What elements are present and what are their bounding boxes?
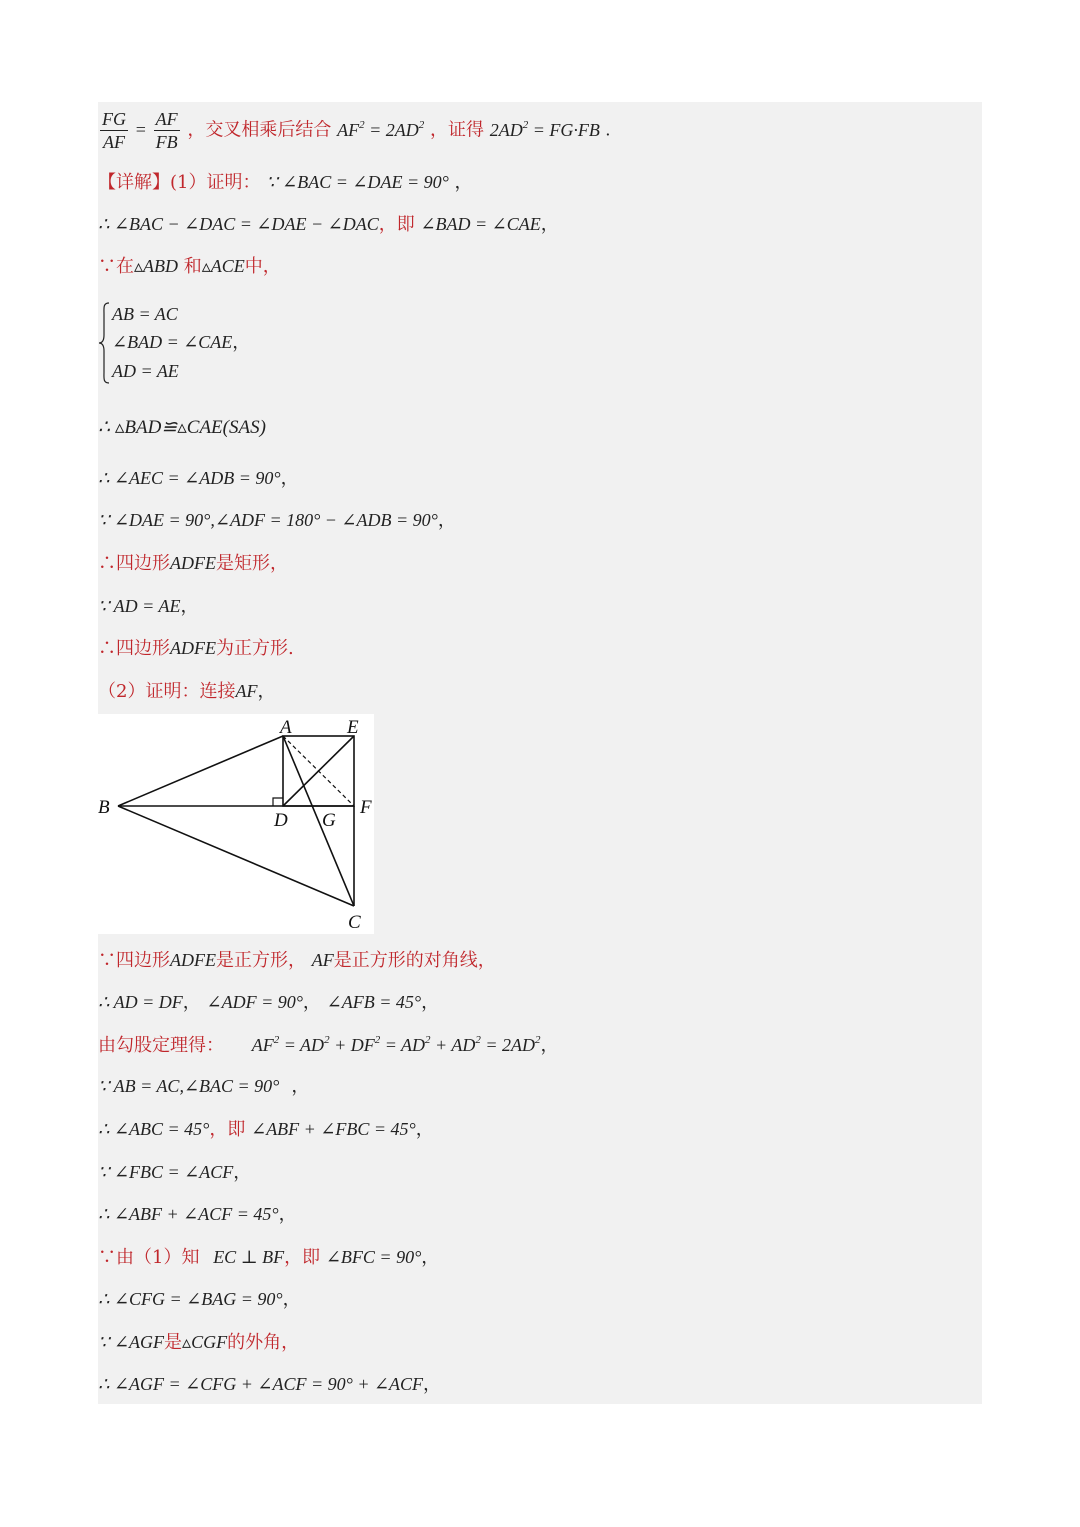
line-11: （2）证明：连接AF， (98, 681, 276, 702)
text: ，交叉相乘后结合 (187, 119, 332, 141)
formula: ∵ ∠DAE = 90°,∠ADF = 180° − ∠ADB = 90° (98, 510, 438, 530)
fraction-af-fb (154, 108, 180, 153)
formula: ∵ AD = AE (98, 596, 181, 616)
label-f: F (360, 797, 372, 818)
label-d: D (274, 810, 288, 831)
equals-sign: = (135, 119, 146, 140)
pythagoras-formula: $AF^2 = AD^2 + DF^2 = AD^2 + AD^2 = 2AD^2$ (251, 1034, 541, 1055)
formula: ∵ ∠BAC = ∠DAE = 90° (266, 172, 449, 192)
fraction-fg-af (100, 108, 128, 153)
system-eq-3: AD = AE (112, 361, 179, 381)
label-b: B (98, 797, 110, 818)
line-detail-start: 【详解】(1）证明： ∵ ∠BAC = ∠DAE = 90° ， (98, 172, 473, 193)
label-g: G (322, 810, 336, 831)
line-15: ∵ AB = AC,∠BAC = 90° ， (98, 1076, 310, 1096)
line-6: ∴ ∠AEC = ∠ADB = 90°， (98, 468, 299, 488)
text: ，证得 (429, 119, 484, 141)
frac-num: FG (102, 109, 126, 129)
formula: ∴ ∠BAC − ∠DAC = ∠DAE − ∠DAC (98, 214, 379, 234)
formula: ∴ ▵BAD≌▵CAE(SAS) (98, 417, 266, 438)
line-7: ∵ ∠DAE = 90°,∠ADF = 180° − ∠ADB = 90°， (98, 510, 456, 530)
line-3: ∴ ∠BAC − ∠DAC = ∠DAE − ∠DAC，即 ∠BAD = ∠CAE， (98, 214, 559, 235)
segment-ba (118, 736, 283, 806)
line-17: ∵ ∠FBC = ∠ACF， (98, 1162, 252, 1182)
frac-den: FB (155, 132, 178, 152)
solution-page (98, 102, 982, 1404)
formula: $2AD^2 = FG\cdot FB$ (489, 118, 600, 140)
line-18: ∴ ∠ABF + ∠ACF = 45°， (98, 1204, 297, 1224)
line-14: 由勾股定理得： $AF^2 = AD^2 + DF^2 = AD^2 + AD^2 = 2AD^2$， (98, 1034, 559, 1056)
line-22: ∴ ∠AGF = ∠CFG + ∠ACF = 90° + ∠ACF， (98, 1374, 442, 1394)
line-congruent (98, 416, 266, 440)
system-eq-2: ∠BAD = ∠CAE， (112, 332, 251, 352)
system-eq-1: AB = AC (112, 304, 178, 324)
line-4: ∵在▵ABD 和▵ACE中， (98, 256, 281, 277)
formula: ▵ABD (134, 256, 179, 276)
line-16: ∴ ∠ABC = 45°，即 ∠ABF + ∠FBC = 45°， (98, 1119, 434, 1140)
line-12: ∵四边形ADFE是正方形， AF是正方形的对角线， (98, 950, 496, 971)
equation-system (98, 302, 398, 384)
right-angle-mark (273, 798, 283, 806)
line-10: ∴四边形ADFE为正方形. (98, 638, 294, 659)
formula: $AF^2 = 2AD^2$ (337, 118, 425, 140)
frac-num: AF (155, 109, 178, 129)
formula: ▵ACE (201, 256, 245, 276)
formula: ∴ ∠AEC = ∠ADB = 90° (98, 468, 281, 488)
line-19: ∵由（1）知 EC ⊥ BF，即 ∠BFC = 90°， (98, 1247, 440, 1268)
line-20: ∴ ∠CFG = ∠BAG = 90°， (98, 1289, 301, 1309)
label-e: E (347, 717, 359, 738)
line-21: ∵ ∠AGF是▵CGF的外角， (98, 1332, 300, 1353)
frac-den: AF (103, 132, 125, 152)
line-13: ∴ AD = DF， ∠ADF = 90°， ∠AFB = 45°， (98, 992, 440, 1012)
label-c: C (348, 912, 361, 933)
detail-heading: 【详解】(1）证明： (98, 172, 261, 193)
line-ratio: $\frac{FG}{AF}$ = $\frac{AF}{FB}$ ，交叉相乘后结合 $AF^2 = 2AD^2$ ，证得 $2AD^2 = FG\cdot FB$ . (102, 109, 611, 152)
line-8: ∴四边形ADFE是矩形， (98, 553, 288, 574)
geometry-diagram (98, 714, 374, 934)
left-brace-icon (98, 302, 110, 384)
line-9: ∵ AD = AE， (98, 596, 199, 616)
formula: ∠BAD = ∠CAE (420, 214, 541, 234)
label-a: A (280, 717, 292, 738)
